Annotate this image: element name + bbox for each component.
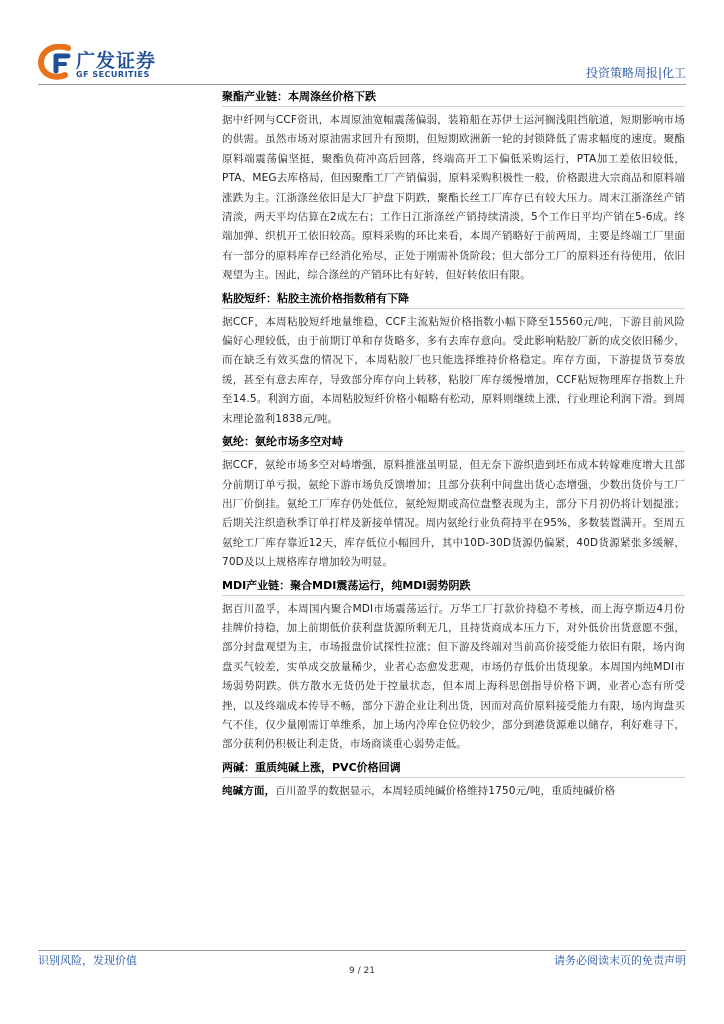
- section-viscose: [222, 290, 685, 429]
- section-paragraph: 据中纤网与CCF资讯，本周原油宽幅震荡偏弱，装箱船在苏伊士运河搁浅阻挡航道，短期影响市场的供需。虽然市场对原油需求回升有预期，但短期欧洲新一轮的封锁降低了需求幅度的速度。聚酯原料端震荡偏坚挺，聚酯负荷冲高后回落，终端高开工下偏低采购运行，PTA加工差依旧较低，PTA、MEG去库格局，但因聚酯工厂产销偏弱，原料采购积极性一般，价格跟进大宗商品和原料端涨跌为主。江浙涤丝依旧是大厂护盘下阴跌，聚酯长丝工厂库存已有较大压力。周末江浙涤丝产销清淡，两天平均估算在2成左右；工作日江浙涤丝产销持续清淡，5个工作日平均产销在5-6成。终端加弹、织机开工依旧较高。原料采购的环比来看，本周产销略好于前两周，主要是终端工厂里面有一部分的原料库存已经消化殆尽，正处于刚需补货阶段；但大部分工厂的原料还有待使用，依旧观望为主。因此，综合涤丝的产销环比有好转，但好转依旧有限。: [222, 114, 685, 282]
- section-title: 聚酯产业链：本周涤丝价格下跌: [222, 88, 685, 107]
- footer-divider: [38, 950, 686, 951]
- section-paragraph: 据CCF，氨纶市场多空对峙增强，原料推涨虽明显，但无奈下游织造到坯布成本转嫁难度增大且部分前期订单亏损，氨纶下游市场负反馈增加；且部分获利中间盘出货心态增强，少数出货价与工厂出厂价倒挂。氨纶工厂库存仍处低位，氨纶短期或高位盘整表现为主，部分下月初仍将计划提涨；后期关注织造秋季订单打样及新接单情况。周内氨纶行业负荷持平在95%，多数装置满开。至周五氨纶工厂库存靠近12天，库存低位小幅回升，其中10D-30D货源仍偏紧，40D货源紧张多缓解，70D及以上规格库存增加较为明显。: [222, 459, 685, 569]
- section-spandex: [222, 433, 685, 572]
- footer-disclaimer: 请务必阅读末页的免责声明: [554, 954, 686, 967]
- header-divider: [38, 84, 686, 85]
- main-content: [222, 88, 685, 805]
- company-logo: [38, 44, 198, 84]
- page-number: 9 / 21: [349, 966, 375, 976]
- gf-logo-mark: [38, 44, 72, 80]
- report-type-label: 投资策略周报|化工: [585, 66, 686, 80]
- section-polyester: [222, 88, 685, 286]
- page-header: [38, 40, 686, 90]
- paragraph-lead: 纯碱方面，: [222, 784, 276, 797]
- section-title: MDI产业链：聚合MDI震荡运行，纯MDI弱势阴跌: [222, 577, 685, 596]
- section-paragraph: 据CCF，本周粘胶短纤地量维稳，CCF主流粘短价格指数小幅下降至15560元/吨，下游目前风险偏好心理较低，由于前期订单和存货略多，多有去库存意向。受此影响粘胶厂新的成交依旧稀少，而在缺乏有效买盘的情况下，本周粘胶厂也只能选择维持价格稳定。库存方面，下游提货节奏放缓，甚至有意去库存，导致部分库存向上转移，粘胶厂库存缓慢增加，CCF粘短物理库存指数上升至14.5。利润方面，本周粘胶短纤价格小幅略有松动，原料则继续上涨，行业理论利润下滑。到周末理论盈利1838元/吨。: [222, 315, 685, 425]
- logo-chinese-name: 广发证券: [76, 50, 157, 72]
- logo-english-name: GF SECURITIES: [76, 70, 150, 79]
- section-title: 粘胶短纤：粘胶主流价格指数稍有下降: [222, 290, 685, 309]
- paragraph-text: 百川盈孚的数据显示，本周轻质纯碱价格维持1750元/吨，重质纯碱价格: [275, 784, 616, 797]
- section-title: 两碱：重质纯碱上涨，PVC价格回调: [222, 759, 685, 778]
- footer-slogan: 识别风险，发现价值: [38, 954, 137, 967]
- section-alkali: [222, 759, 685, 801]
- section-title: 氨纶：氨纶市场多空对峙: [222, 433, 685, 452]
- section-paragraph: [222, 782, 685, 801]
- section-paragraph: 据百川盈孚，本周国内聚合MDI市场震荡运行。万华工厂打款价持稳不考核，而上海亨斯迈4月份挂牌价持稳，加上前期低价获利盘货源所剩无几，且持货商成本压力下，对外低价出货意愿不强，部分封盘观望为主，市场报盘价试探性拉涨；但下游及终端对当前高价接受能力依旧有限，场内询盘买气较差，实单成交放量稀少，业者心态愈发悲观，市场仍存低价出货现象。本周国内纯MDI市场弱势阴跌。供方散水无货仍处于控量状态，但本周上海科思创指导价格下调，业者心态有所受挫，以及终端成本传导不畅，部分下游企业让利出货，因而对高价原料接受能力有限，场内询盘买气不佳，仅少量刚需订单维系，加上场内冷库仓位仍较少，部分到港货源难以储存，利好难寻下，部分获利仍积极让利走货，市场商谈重心弱势走低。: [222, 602, 685, 751]
- section-mdi: [222, 577, 685, 755]
